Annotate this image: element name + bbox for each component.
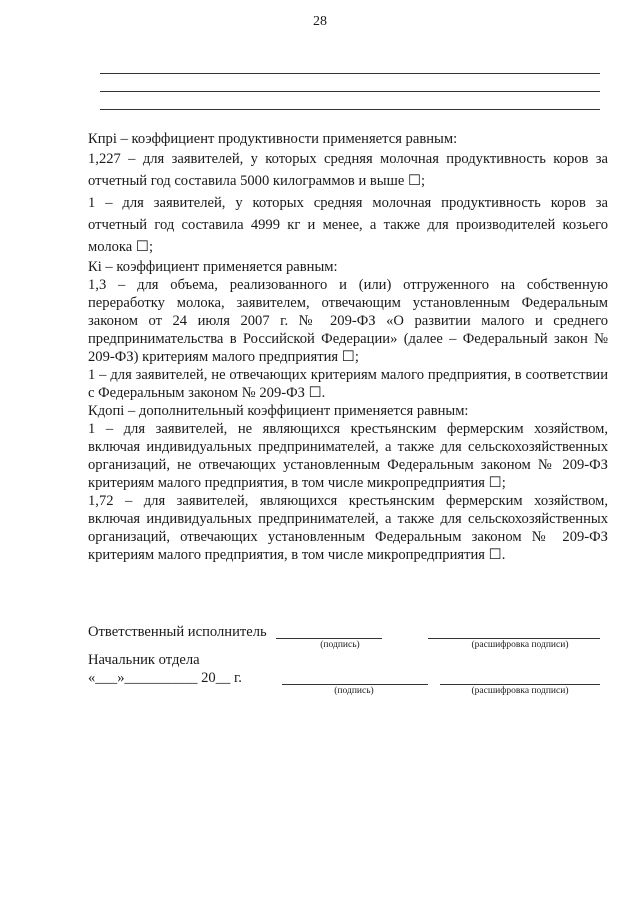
date-line: «___»__________ 20__ г.	[88, 670, 242, 686]
responsible-signature-caption: (подпись)	[320, 640, 360, 650]
ki-13: 1,3 – для объема, реализованного и (или) отгруженного на собственную переработку молока, заявителем, отвечающим установленным Федеральным законом от 24 июля 2007 г. № 209-ФЗ «О развитии малого и среднего предпринимательства в Российской Федерации» (далее – Федеральный закон № 209-ФЗ) критериям малого предприятия ☐;	[88, 277, 608, 365]
coefficients-text	[88, 130, 608, 564]
kdop-intro: Кдопi – дополнительный коэффициент применяется равным:	[88, 403, 469, 419]
kdop-1: 1 – для заявителей, не являющихся крестьянским фермерским хозяйством, включая индивидуальных предпринимателей, а также для сельскохозяйственных организаций, не отвечающих установленным Федеральным законом № 209-ФЗ критериям малого предприятия, в том числе микропредприятия ☐;	[88, 421, 608, 491]
kpr-1: 1 – для заявителей, у которых средняя молочная продуктивность коров за отчетный год составила 4999 кг и менее, а также для производителей козьего молока ☐;	[88, 195, 608, 255]
head-label: Начальник отдела	[88, 652, 200, 668]
blank-line-3	[100, 109, 600, 110]
page-number: 28	[313, 14, 327, 29]
responsible-signature-line	[276, 638, 382, 639]
head-signature-line	[282, 684, 428, 685]
head-signature-caption: (подпись)	[334, 686, 374, 696]
ki-1: 1 – для заявителей, не отвечающих критериям малого предприятия, в соответствии с Федеральным законом № 209-ФЗ ☐.	[88, 367, 608, 401]
blank-line-2	[100, 91, 600, 92]
ki-intro: Кi – коэффициент применяется равным:	[88, 259, 338, 275]
responsible-decode-caption: (расшифровка подписи)	[471, 640, 569, 650]
head-decode-line	[440, 684, 600, 685]
blank-line-1	[100, 73, 600, 74]
responsible-label: Ответственный исполнитель	[88, 624, 267, 640]
responsible-decode-line	[428, 638, 600, 639]
kdop-172: 1,72 – для заявителей, являющихся крестьянским фермерским хозяйством, включая индивидуальных предпринимателей, а также для сельскохозяйственных организаций, отвечающих установленным Федеральным законом № 209-ФЗ критериям малого предприятия, в том числе микропредприятия ☐.	[88, 493, 608, 563]
kpr-intro: Кпрi – коэффициент продуктивности применяется равным:	[88, 131, 458, 147]
kpr-1227: 1,227 – для заявителей, у которых средняя молочная продуктивность коров за отчетный год составила 5000 килограммов и выше ☐;	[88, 151, 608, 189]
head-decode-caption: (расшифровка подписи)	[471, 686, 569, 696]
